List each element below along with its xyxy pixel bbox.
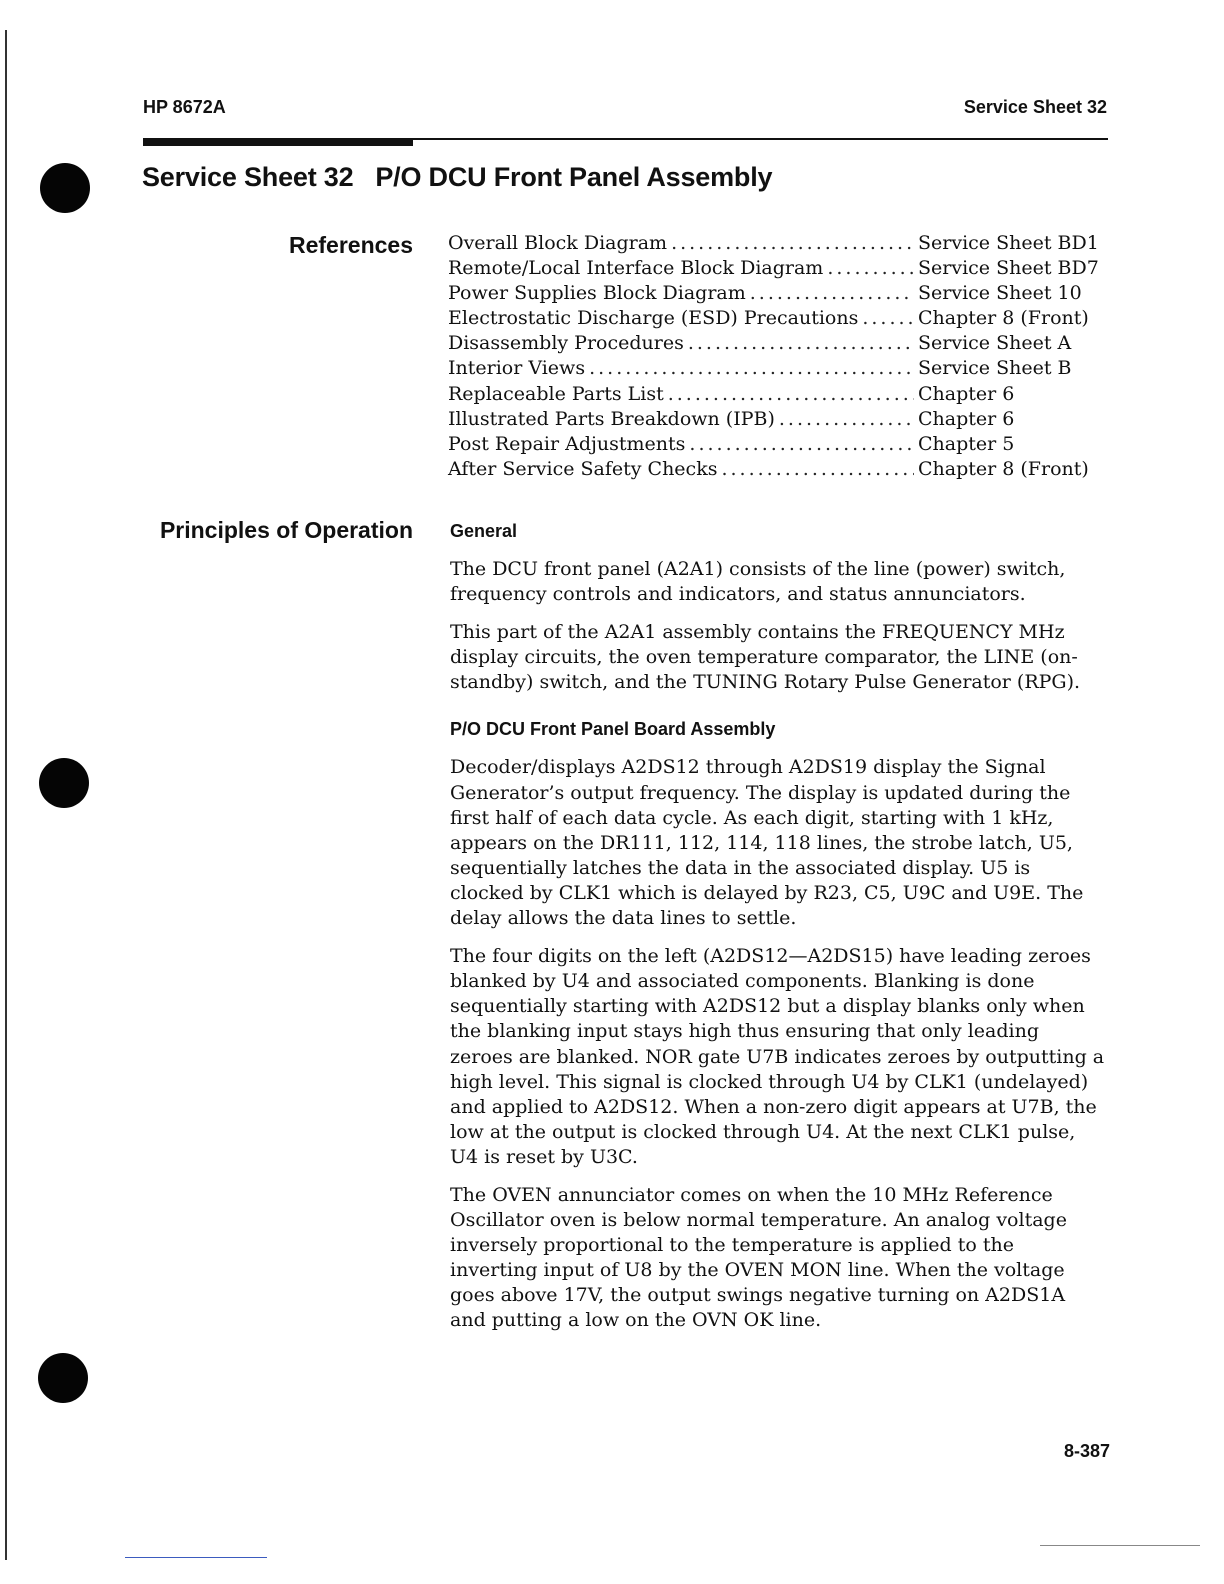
reference-leader-dots [589,356,914,381]
reference-target: Chapter 5 [918,432,1015,455]
general-paragraph-1: The DCU front panel (A2A1) consists of the line (power) switch, frequency controls and indicators, and status annunciators. [450,558,1066,606]
references-label: References [288,232,413,258]
general-paragraph-2: This part of the A2A1 assembly contains the FREQUENCY MHz display circuits, the oven temperature comparator, the LINE (on-standby) switch, and the TUNING Rotary Pulse Generator (RPG). [450,621,1081,694]
reference-row [448,407,1108,432]
reference-title: Interior Views [448,357,586,380]
header-model: HP 8672A [143,97,226,117]
board-paragraph-3: The OVEN annunciator comes on when the 10 MHz Reference Oscillator oven is below normal temperature. An analog voltage inversely proportional to the temperature is applied to the inverting input of U8 by the OVEN MON line. When the voltage goes above 17V, the output swings negative turning on A2DS1A and putting a low on the OVN OK line. [450,1183,1067,1332]
reference-title: Remote/Local Interface Block Diagram [448,257,824,280]
references-list [448,231,1108,482]
reference-title: Post Repair Adjustments [448,432,686,455]
reference-row [448,331,1108,356]
board-paragraph-1: Decoder/displays A2DS12 through A2DS19 display the Signal Generator’s output frequency. The display is updated during the first half of each data cycle. As each digit, starting with 1 kHz, appears on the DR111, 112, 114, 118 lines, the strobe latch, U5, sequentially latches the data in the associated display. U5 is clocked by CLK1 which is delayed by R23, C5, U9C and U9E. The delay allows the data lines to settle. [450,756,1084,930]
reference-row [448,306,1108,331]
reference-leader-dots [750,281,914,306]
page-title: Service Sheet 32 P/O DCU Front Panel Assembly [142,162,773,192]
reference-title: Disassembly Procedures [448,332,684,355]
reference-leader-dots [862,306,914,331]
board-paragraph-2: The four digits on the left (A2DS12—A2DS15) have leading zeroes blanked by U4 and associated components. Blanking is done sequentially starting with A2DS12 but a display blanks only when the blanking input stays high thus ensuring that only leading zeroes are blanked. NOR gate U7B indicates zeroes by outputting a high level. This signal is clocked through U4 by CLK1 (undelayed) and applied to A2DS12. When a non-zero digit appears at U7B, the low at the output is clocked through U4. At the next CLK1 pulse, U4 is reset by U3C. [450,945,1105,1168]
general-heading: General [450,521,518,541]
reference-row [448,356,1108,381]
reference-leader-dots [827,256,914,281]
reference-leader-dots [668,382,914,407]
binder-hole-middle [39,758,89,808]
header-section: Service Sheet 32 [963,97,1107,117]
reference-title: Overall Block Diagram [448,232,668,254]
page-number: 8-387 [1063,1441,1110,1461]
reference-target: Service Sheet BD1 [918,232,1099,254]
reference-leader-dots [688,331,914,356]
binder-hole-bottom [38,1353,88,1403]
reference-title: Replaceable Parts List [448,382,664,405]
board-heading: P/O DCU Front Panel Board Assembly [450,719,776,740]
principles-label: Principles of Operation [159,517,413,543]
reference-leader-dots [671,231,914,256]
reference-title: After Service Safety Checks [448,457,718,480]
reference-row [448,231,1108,256]
principles-body [450,521,1105,1334]
reference-target: Service Sheet A [918,332,1072,355]
reference-leader-dots [779,407,914,432]
binder-hole-top [40,163,90,213]
reference-row [448,281,1108,306]
header-rule-bar [143,140,413,146]
reference-title: Illustrated Parts Breakdown (IPB) [448,407,775,430]
reference-target: Chapter 8 (Front) [918,457,1089,480]
reference-target: Service Sheet BD7 [918,257,1099,280]
reference-title: Electrostatic Discharge (ESD) Precautions [448,307,859,330]
reference-leader-dots [689,432,914,457]
reference-target: Service Sheet 10 [918,282,1082,305]
reference-target: Chapter 6 [918,382,1015,405]
scan-mark-left [125,1557,267,1558]
reference-leader-dots [721,457,914,482]
page-edge-line [5,30,7,1560]
scan-mark-right [1040,1545,1200,1546]
reference-row [448,432,1108,457]
reference-row [448,382,1108,407]
reference-title: Power Supplies Block Diagram [448,282,746,305]
reference-row [448,256,1108,281]
reference-target: Service Sheet B [918,357,1072,380]
reference-target: Chapter 8 (Front) [918,307,1089,330]
reference-target: Chapter 6 [918,407,1015,430]
reference-row [448,457,1108,482]
